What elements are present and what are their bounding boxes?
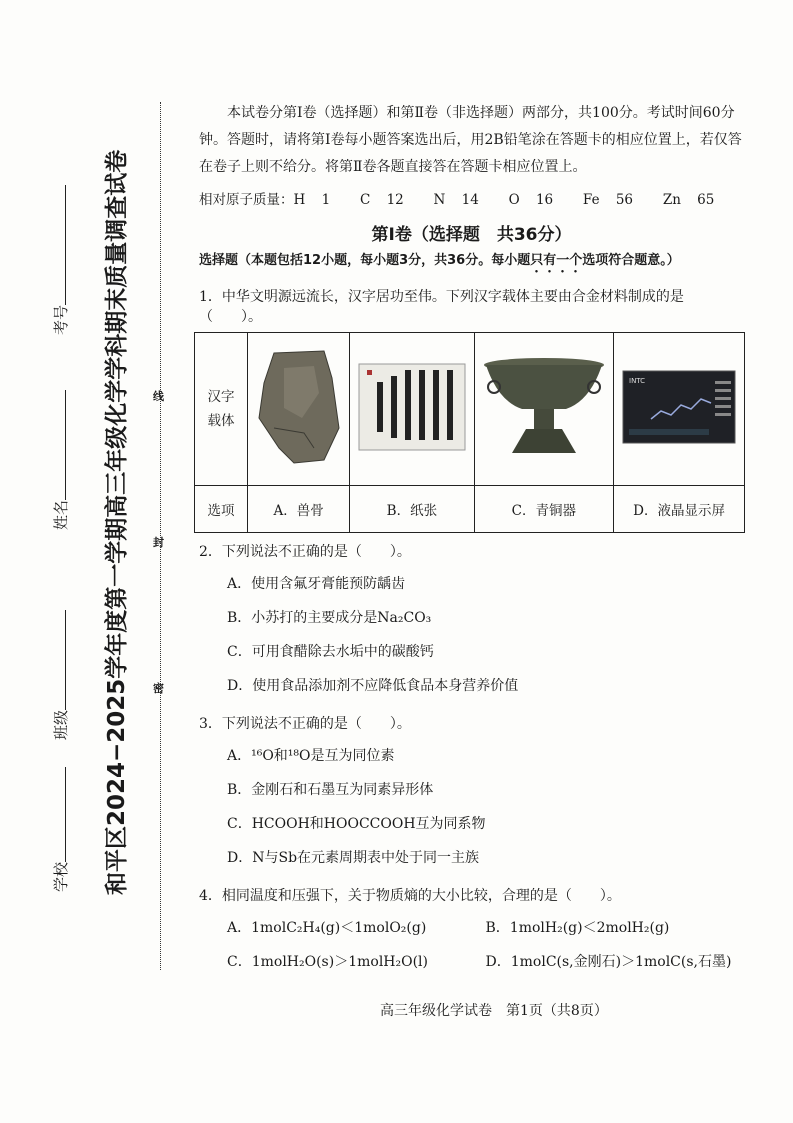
question-1-table (194, 332, 745, 533)
q3-option-a: A．¹⁶O和¹⁸O是互为同位素 (227, 748, 395, 764)
q1-option-d: D．液晶显示屏 (614, 486, 745, 533)
q4-option-c: C．1molH₂O(s)＞1molH₂O(l) (227, 954, 428, 970)
exam-content (199, 100, 744, 979)
exam-title-vertical: 和平区2024−2025学年度第一学期高三年级化学学科期末质量调查试卷 (104, 149, 130, 895)
lcd-screen-image (621, 369, 737, 445)
q4-options-row-2 (227, 945, 744, 979)
seal-char-feng: 封 (153, 536, 164, 549)
q1-option-b: B．纸张 (350, 486, 474, 533)
lcd-screen-text: INTC (629, 377, 646, 385)
q4-options-row-1 (227, 911, 744, 945)
choice-header-prefix: 选择题（本题包括12小题，每小题3分，共36分。每小题 (199, 253, 531, 268)
name-field (50, 390, 71, 530)
class-field (50, 610, 71, 740)
image-bone (248, 333, 350, 486)
q2-option-b: B．小苏打的主要成分是Na₂CO₃ (227, 610, 432, 626)
q4-option-a: A．1molC₂H₄(g)＜1molO₂(g) (227, 920, 427, 936)
page-footer: 高三年级化学试卷 第1页（共8页） (380, 1003, 608, 1019)
id-label: 考号 (52, 304, 70, 335)
q3-option-c: C．HCOOH和HOOCCOOH互为同系物 (227, 816, 486, 832)
id-field (50, 185, 71, 335)
class-label: 班级 (52, 709, 70, 740)
seal-char-xian: 线 (153, 390, 164, 403)
question-1-stem: 1．中华文明源远流长，汉字居功至伟。下列汉字载体主要由合金材料制成的是（ ）。 (199, 289, 684, 325)
seal-char-mi: 密 (153, 682, 164, 695)
question-4-stem: 4．相同温度和压强下，关于物质熵的大小比较，合理的是（ ）。 (199, 888, 621, 904)
image-bronze (474, 333, 614, 486)
question-3-stem: 3．下列说法不正确的是（ ）。 (199, 716, 411, 732)
choice-header-suffix: 选项符合题意。） (582, 253, 680, 268)
row-label-carrier: 汉字载体 (195, 333, 248, 486)
section-title: 第Ⅰ卷（选择题 共36分） (371, 225, 572, 245)
q1-option-a: A．兽骨 (248, 486, 350, 533)
q4-option-d: D．1molC(s,金刚石)＞1molC(s,石墨) (485, 954, 732, 970)
image-lcd (614, 333, 745, 486)
question-2-stem: 2．下列说法不正确的是（ ）。 (199, 544, 411, 560)
row-label-option: 选项 (195, 486, 248, 533)
q3-option-b: B．金刚石和石墨互为同素异形体 (227, 782, 434, 798)
choice-header (199, 249, 744, 276)
q2-option-c: C．可用食醋除去水垢中的碳酸钙 (227, 644, 434, 660)
name-label: 姓名 (52, 499, 70, 530)
student-info-sidebar (40, 180, 150, 900)
intro-paragraph: 本试卷分第Ⅰ卷（选择题）和第Ⅱ卷（非选择题）两部分，共100分。考试时间60分钟。答题时，请将第Ⅰ卷每小题答案选出后，用2B铅笔涂在答题卡的相应位置上，若仅答在卷子上则不给分。将第Ⅱ卷各题直接答在答题卡相应位置上。 (199, 105, 742, 175)
q2-option-a: A．使用含氟牙膏能预防龋齿 (227, 576, 406, 592)
paper-calligraphy-image (357, 362, 467, 452)
bone-image (254, 348, 344, 466)
school-label: 学校 (52, 861, 70, 892)
school-field (50, 767, 71, 892)
q4-option-b: B．1molH₂(g)＜2molH₂(g) (485, 920, 670, 936)
bronze-vessel-image (482, 357, 606, 457)
q1-option-c: C．青铜器 (474, 486, 614, 533)
q2-option-d: D．使用食品添加剂不应降低食品本身营养价值 (227, 678, 519, 694)
atomic-mass-line: 相对原子质量：H 1 C 12 N 14 O 16 Fe 56 Zn 65 (199, 192, 715, 208)
image-paper (350, 333, 474, 486)
q3-option-d: D．N与Sb在元素周期表中处于同一主族 (227, 850, 480, 866)
choice-header-emph: 只有一个 (530, 253, 583, 268)
